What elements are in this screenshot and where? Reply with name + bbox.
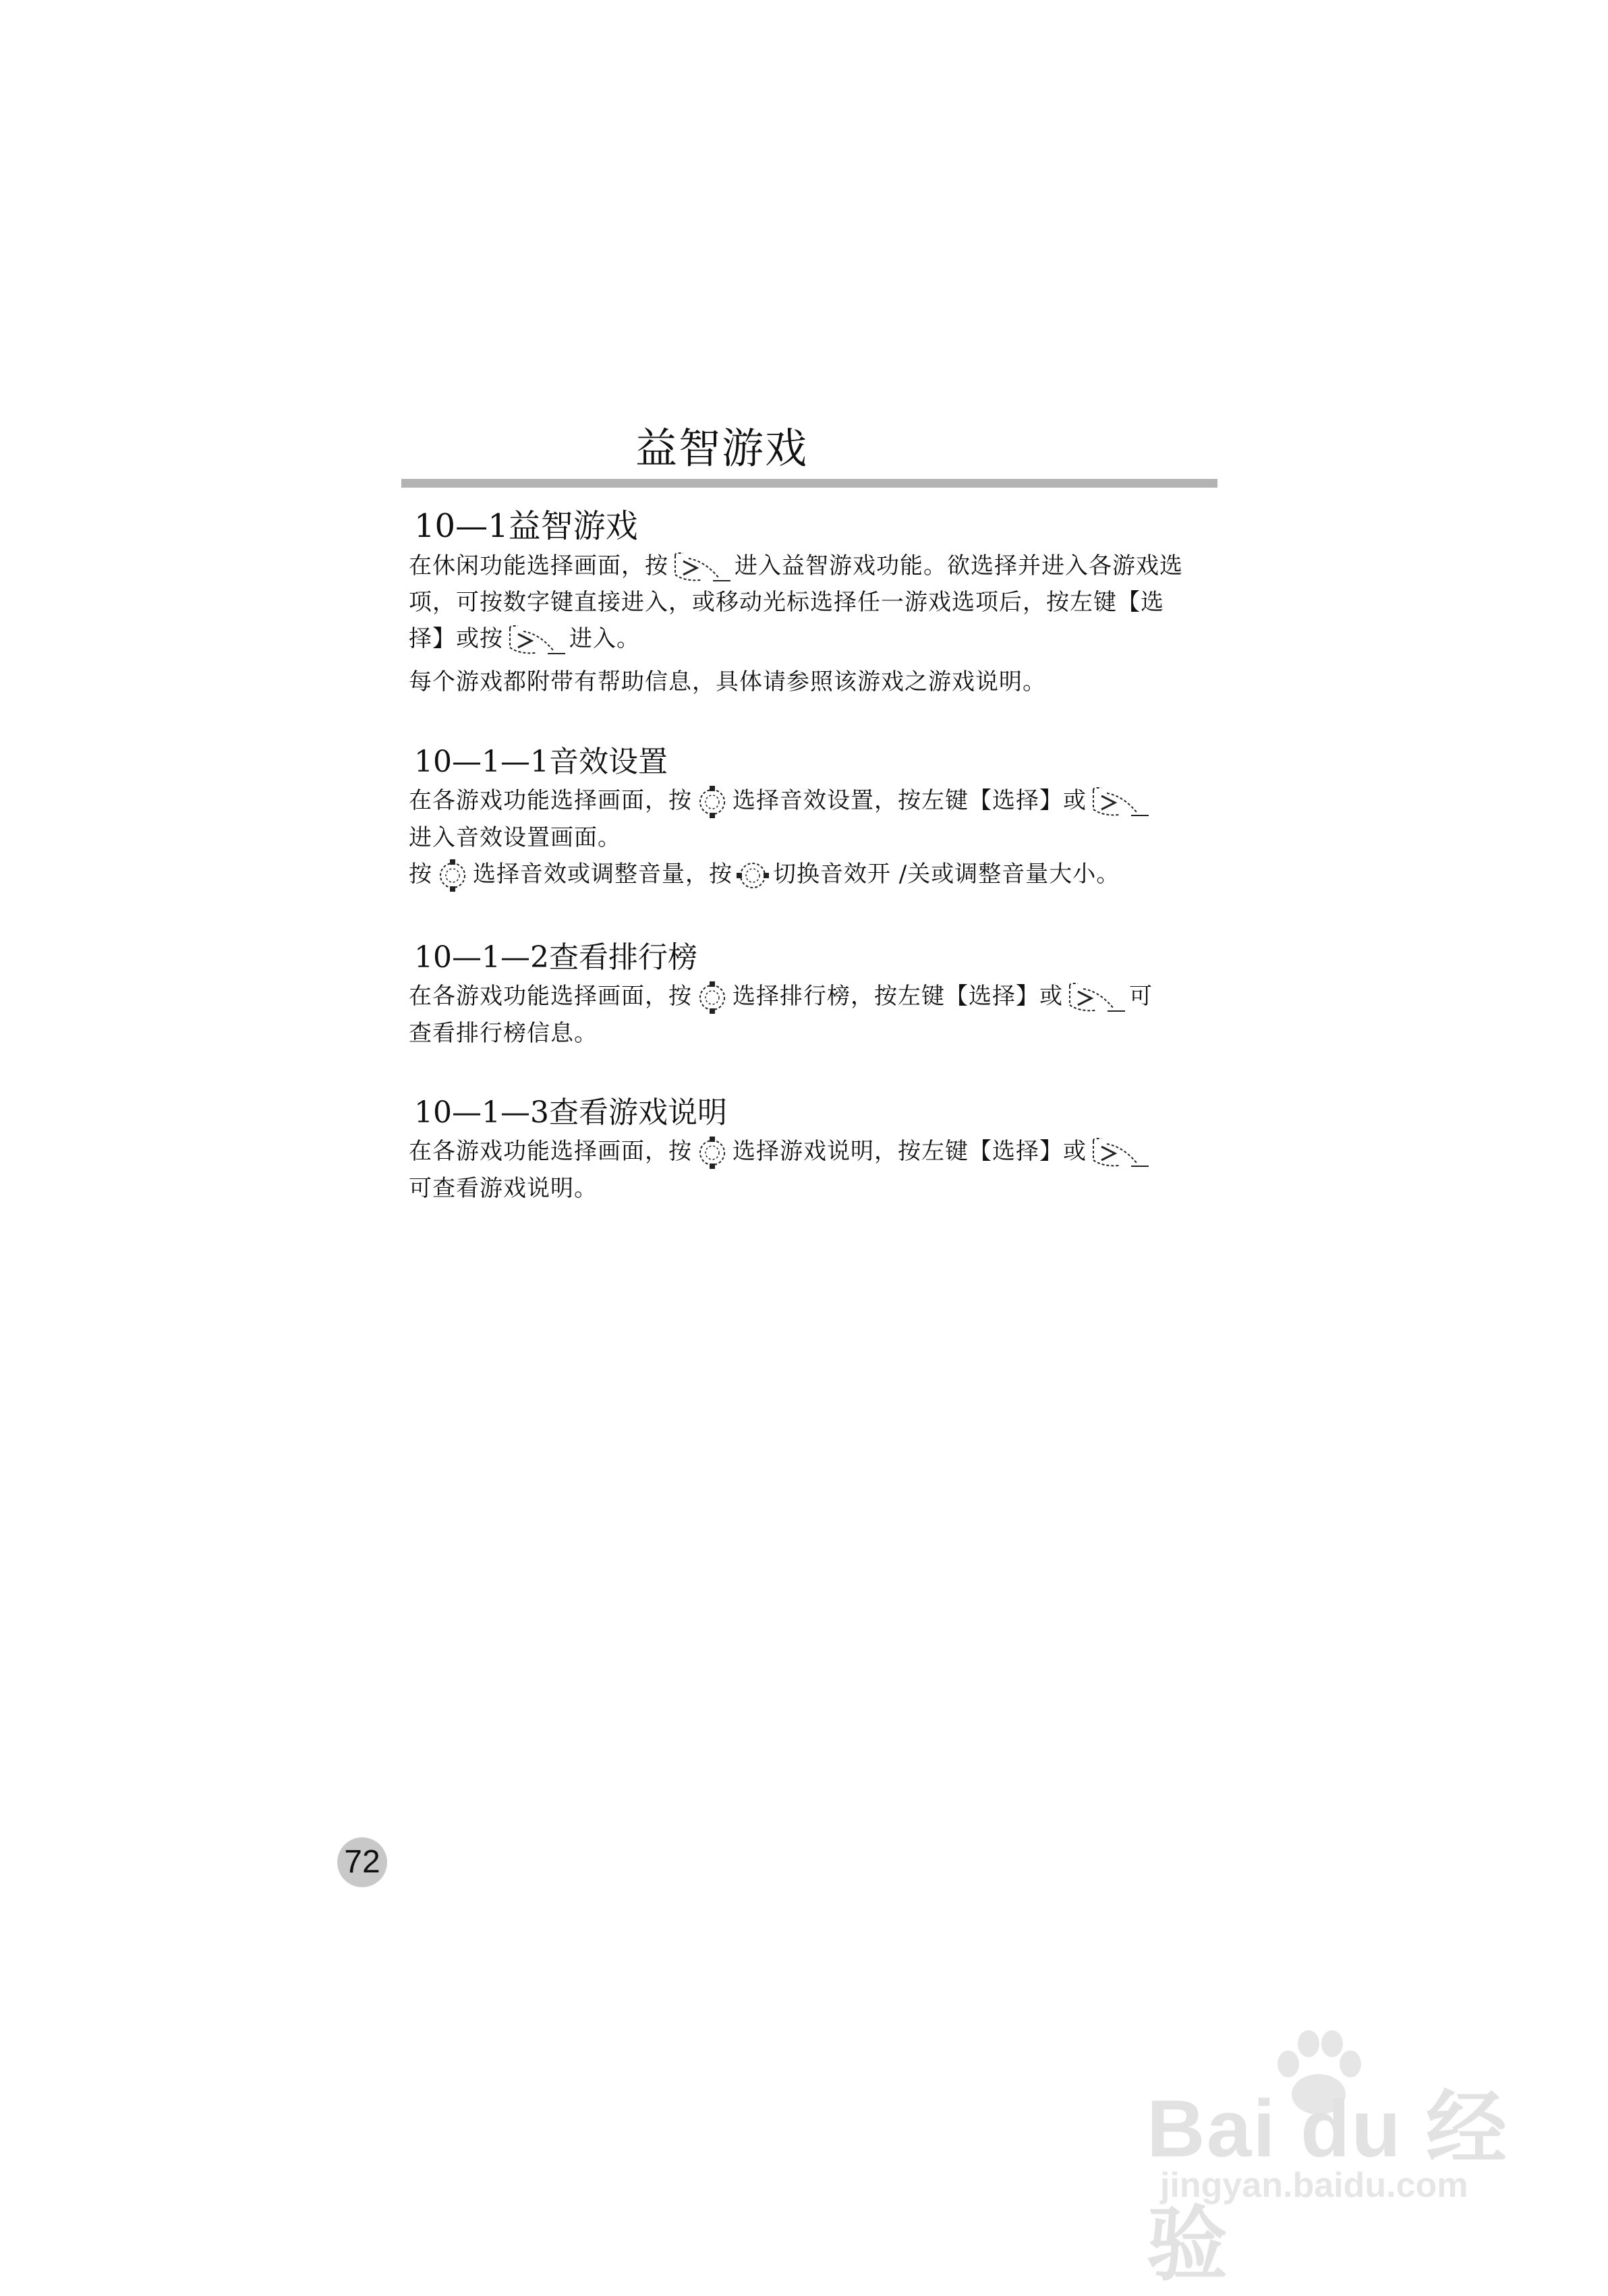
paragraph-line (409, 856, 1218, 893)
paragraph-line: 进入音效设置画面。 (409, 824, 621, 851)
text: 可 (1129, 983, 1153, 1010)
paragraph-line (409, 782, 1218, 820)
text: 进入。 (569, 625, 640, 652)
watermark-url: jingyan.baidu.com (1160, 2166, 1468, 2205)
watermark-brand: Bai du 经验 (1147, 2084, 1509, 2290)
page-title: 益智游戏 (635, 424, 808, 473)
text: 择】或按 (409, 625, 503, 652)
paragraph-line (409, 1133, 1218, 1170)
section-game-help (409, 1093, 1218, 1207)
nav-left-right-icon (735, 858, 770, 893)
paragraph-line: 可查看游戏说明。 (409, 1175, 598, 1202)
section-main (409, 506, 1218, 700)
watermark (1147, 2024, 1565, 2290)
nav-up-down-icon (695, 784, 730, 820)
text: 进入益智游戏功能。欲选择并进入各游戏选 (735, 552, 1183, 579)
ok-key-icon (506, 625, 567, 656)
text: 在各游戏功能选择画面，按 (409, 983, 692, 1010)
ok-key-icon (1089, 786, 1150, 817)
nav-up-down-icon (435, 858, 470, 893)
ok-key-icon (671, 552, 732, 583)
paragraph-line (409, 621, 1218, 657)
section-heading: 10—1—1音效设置 (414, 745, 668, 779)
section-heading: 10—1益智游戏 (414, 507, 638, 545)
text: 选择游戏说明，按左键【选择】或 (733, 1138, 1087, 1165)
section-heading: 10—1—3查看游戏说明 (414, 1095, 727, 1130)
text: 在各游戏功能选择画面，按 (409, 1138, 692, 1165)
title-rule (401, 479, 1217, 488)
text: 在各游戏功能选择画面，按 (409, 787, 692, 814)
section-ranking (409, 938, 1218, 1052)
paragraph-line: 项，可按数字键直接进入，或移动光标选择任一游戏选项后，按左键【选 (409, 589, 1164, 616)
text: 切换音效开 /关或调整音量大小。 (773, 861, 1120, 888)
text: 在休闲功能选择画面，按 (409, 552, 668, 579)
paragraph-line: 每个游戏都附带有帮助信息，具体请参照该游戏之游戏说明。 (409, 668, 1046, 695)
text: 选择音效或调整音量，按 (473, 861, 733, 888)
paragraph-line: 查看排行榜信息。 (409, 1020, 598, 1047)
text: 按 (409, 861, 432, 888)
section-heading: 10—1—2查看排行榜 (414, 940, 697, 975)
paragraph-line (409, 978, 1218, 1015)
page-number: 72 (337, 1837, 387, 1887)
nav-up-down-icon (695, 980, 730, 1015)
section-sound-settings (409, 742, 1218, 893)
paragraph-line (409, 548, 1218, 584)
nav-up-down-icon (695, 1135, 730, 1170)
text: 选择排行榜，按左键【选择】或 (733, 983, 1063, 1010)
text: 选择音效设置，按左键【选择】或 (733, 787, 1087, 814)
ok-key-icon (1066, 982, 1126, 1013)
ok-key-icon (1089, 1137, 1150, 1168)
